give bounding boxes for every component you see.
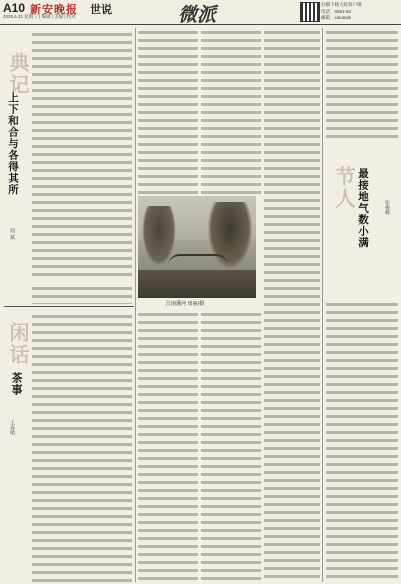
author-bottom-left: 王春晴 (9, 420, 15, 435)
section-tag-bottom-left: 闲话 (6, 322, 30, 366)
text-column-3 (138, 28, 198, 194)
section-tag-top-left: 典记 (6, 52, 30, 96)
masthead (0, 0, 401, 25)
page-number: A10 (3, 1, 26, 15)
section-tag-right: 节人 (332, 166, 356, 210)
photo-caption: 江南溪河 田丽/摄 (166, 301, 205, 307)
text-column-2 (32, 312, 132, 582)
date-line: 2025.5.21 星期三 | 编辑 | 美编 | 校对 (3, 14, 76, 19)
text-column-7 (264, 28, 320, 582)
column-rule-2 (322, 28, 323, 582)
landscape-photo (138, 196, 256, 298)
article-title-right: 最接地气数小满 (357, 168, 369, 249)
feature-title: 微派 (178, 4, 217, 26)
author-right: 张俊峰 (384, 200, 390, 215)
text-column-8 (326, 28, 398, 138)
section-divider-left (4, 306, 134, 307)
contact-info (321, 2, 362, 22)
text-column-1-end (32, 284, 132, 304)
text-column-9 (326, 300, 398, 582)
author-top-left: 周 斌 (9, 228, 15, 240)
qr-code-icon[interactable] (300, 2, 320, 22)
column-rule-1 (135, 28, 136, 582)
contact-line-1: 扫描下载大皖客户端 (321, 2, 362, 7)
article-title-bottom-left: 茶事 (10, 372, 23, 396)
contact-line-2: 电话：0551-62 (321, 8, 352, 14)
text-column-1 (32, 30, 132, 280)
text-column-6 (201, 310, 261, 582)
paper-name: 新安晚报 (30, 3, 78, 16)
text-column-5 (138, 310, 198, 582)
contact-line-3: 邮箱：xinanwb (321, 15, 352, 20)
section-name: 世说 (90, 3, 112, 16)
text-column-4 (201, 28, 261, 194)
article-title-top-left: 上下和合与各得其所 (7, 92, 19, 196)
